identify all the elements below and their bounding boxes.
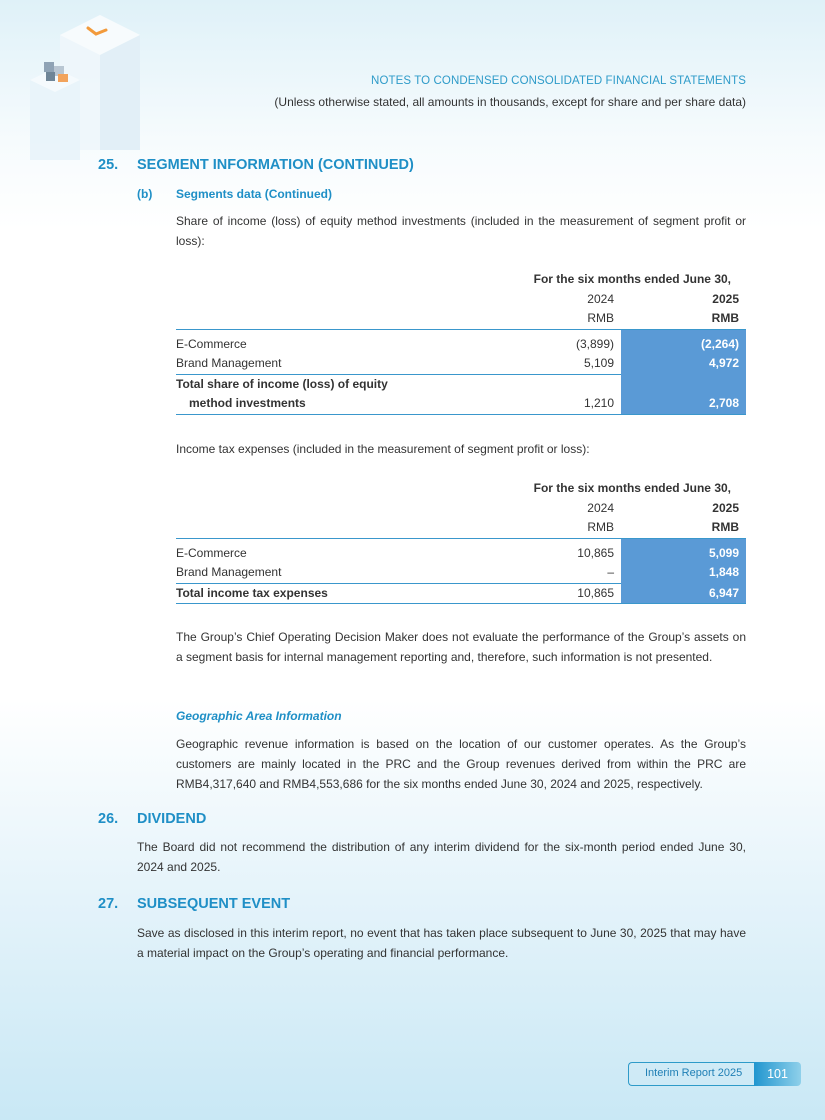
total-label: Total share of income (loss) of equity <box>176 376 388 391</box>
total-row-line1 <box>176 374 746 394</box>
unit-2025: RMB <box>621 518 746 538</box>
year-header-row <box>176 290 746 310</box>
section-25-heading <box>98 157 414 173</box>
unit-header-row <box>176 309 746 329</box>
period-header: For the six months ended June 30, <box>533 481 731 495</box>
value-2025: 4,972 <box>621 354 746 374</box>
value-2025: (2,264) <box>621 335 746 355</box>
section-title: SEGMENT INFORMATION (CONTINUED) <box>137 157 414 173</box>
col-2025-header: 2025 <box>712 500 739 515</box>
unit-2024: RMB <box>494 518 621 538</box>
col-2024-header: 2024 <box>587 291 614 306</box>
tax-intro-text: Income tax expenses (included in the measurement of segment profit or loss): <box>176 442 590 456</box>
corner-decoration-graphic <box>0 0 150 160</box>
table-header-row <box>176 270 746 290</box>
total-2024: 10,865 <box>494 583 621 604</box>
total-row <box>176 583 746 604</box>
codm-text: The Group’s Chief Operating Decision Maker does not evaluate the performance of the Group’s assets on a segment basis for internal management reporting and, therefore, such information is not presented. <box>176 630 746 664</box>
value-2025: 1,848 <box>621 563 746 583</box>
table-row <box>176 354 746 374</box>
total-2025: 2,708 <box>621 394 746 414</box>
year-header-row <box>176 499 746 519</box>
dividend-text: The Board did not recommend the distribution of any interim dividend for the six-month period ended June 30, 2024 and 2025. <box>137 840 746 874</box>
section-number: 25. <box>98 157 119 173</box>
row-label: Brand Management <box>176 354 494 374</box>
row-label: E-Commerce <box>176 336 247 351</box>
equity-intro-text: Share of income (loss) of equity method investments (included in the measurement of segment profit or loss): <box>176 214 746 248</box>
total-label-cont: method investments <box>176 394 494 414</box>
table-header-row <box>176 479 746 499</box>
section-title: SUBSEQUENT EVENT <box>137 896 291 912</box>
value-2024: (3,899) <box>575 336 614 351</box>
total-label: Total income tax expenses <box>176 583 494 604</box>
equity-method-table <box>176 270 746 415</box>
section-26-heading <box>98 811 206 827</box>
header-title: NOTES TO CONDENSED CONSOLIDATED FINANCIAL STATEMENTS <box>371 75 746 87</box>
col-2024-header: 2024 <box>587 500 614 515</box>
table-row <box>176 335 746 355</box>
section-number: 27. <box>98 896 119 912</box>
table-row <box>176 563 746 583</box>
header-subtitle: (Unless otherwise stated, all amounts in thousands, except for share and per share data) <box>274 95 746 109</box>
subsequent-event-text: Save as disclosed in this interim report, no event that has taken place subsequent to June 30, 2025 that may have a material impact on the Group’s operating and financial performance. <box>137 926 746 960</box>
unit-2025: RMB <box>621 309 746 329</box>
subsection-b-heading <box>137 187 332 201</box>
unit-2024: RMB <box>494 309 621 329</box>
section-title: DIVIDEND <box>137 811 207 827</box>
row-label: E-Commerce <box>176 545 247 560</box>
section-number: 26. <box>98 811 119 827</box>
subsection-label: (b) <box>137 187 153 201</box>
value-2024: 5,109 <box>494 354 621 374</box>
unit-header-row <box>176 518 746 538</box>
total-row <box>176 394 746 414</box>
col-2025-header: 2025 <box>712 291 739 306</box>
page-footer <box>628 1062 801 1086</box>
table-row <box>176 544 746 564</box>
income-tax-table <box>176 479 746 604</box>
total-2025: 6,947 <box>621 583 746 604</box>
value-2025: 5,099 <box>621 544 746 564</box>
report-name: Interim Report 2025 <box>645 1067 743 1079</box>
value-2024: 10,865 <box>577 545 614 560</box>
page-number: 101 <box>754 1062 801 1086</box>
geographic-area-text: Geographic revenue information is based on the location of our customer operates. As the Group’s customers are mainly located in the PRC and the Group revenues derived from within the PRC are RMB4,317,640 and RMB4,553,686 for the six months ended June 30, 2024 and 2025, respectively. <box>176 737 746 791</box>
row-label: Brand Management <box>176 563 494 583</box>
period-header: For the six months ended June 30, <box>533 272 731 286</box>
subsection-title: Segments data (Continued) <box>176 187 333 201</box>
section-27-heading <box>98 896 290 912</box>
total-2024: 1,210 <box>494 394 621 414</box>
value-2024: – <box>494 563 621 583</box>
geographic-area-heading: Geographic Area Information <box>176 709 342 723</box>
